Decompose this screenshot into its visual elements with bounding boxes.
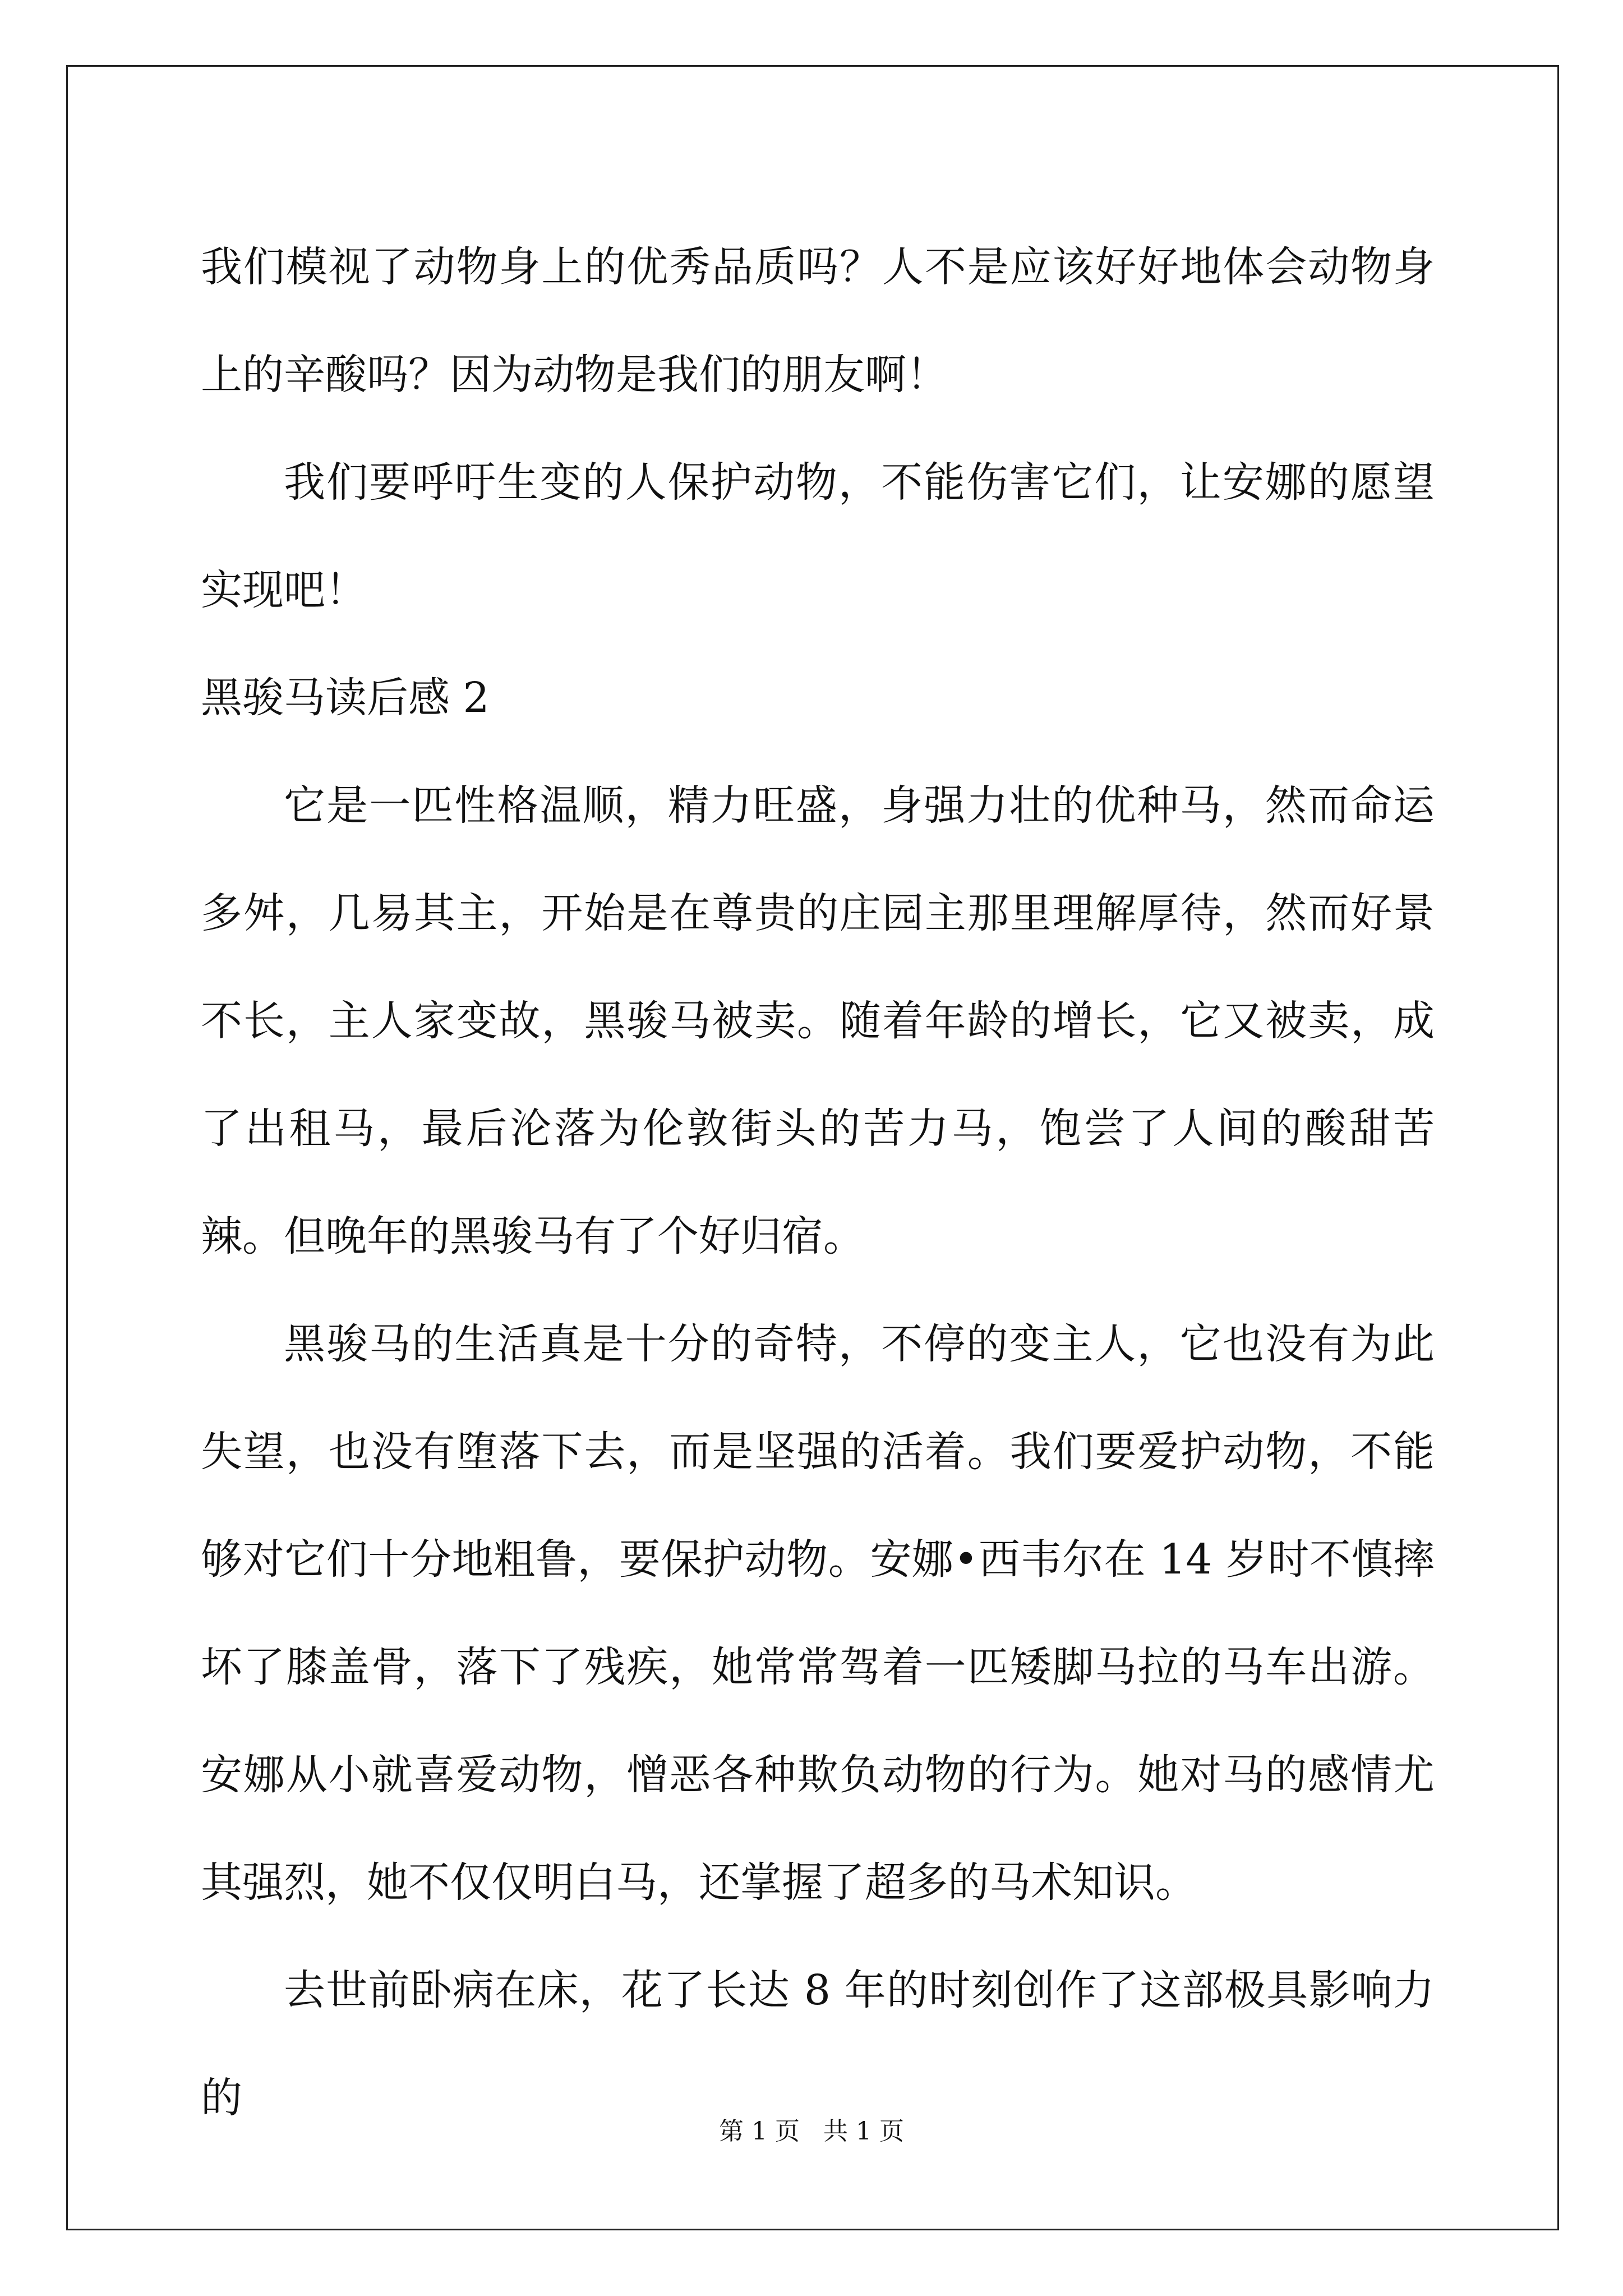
document-body (201, 213, 1435, 2152)
section-paragraph-1: 它是一匹性格温顺，精力旺盛，身强力壮的优种马，然而命运多舛，几易其主，开始是在尊贵的庄园主那里理解厚待，然而好景不长，主人家变故，黑骏马被卖。随着年龄的增长，它又被卖，成了出租马，最后沦落为伦敦街头的苦力马，饱尝了人间的酸甜苦辣。但晚年的黑骏马有了个好归宿。 (201, 781, 1435, 1260)
paragraph-2: 我们要呼吁生变的人保护动物，不能伤害它们，让安娜的愿望实现吧！ (201, 458, 1435, 614)
section-heading: 黑骏马读后感 2 (201, 674, 490, 722)
paragraph-1: 我们模视了动物身上的优秀品质吗？人不是应该好好地体会动物身上的辛酸吗？因为动物是我们的朋友啊！ (201, 243, 1435, 399)
page-total: 共 1 页 (823, 2117, 904, 2146)
section-paragraph-2: 黑骏马的生活真是十分的奇特，不停的变主人，它也没有为此失望，也没有堕落下去，而是坚强的活着。我们要爱护动物，不能够对它们十分地粗鲁，要保护动物。安娜•西韦尔在 14 岁时不慎摔坏了膝盖骨，落下了残疾，她常常驾着一匹矮脚马拉的马车出游。安娜从小就喜爱动物，憎恶各种欺负动物的行为。她对马的感情尤其强烈，她不仅仅明白马，还掌握了超多的马术知识。 (201, 1320, 1435, 1907)
section-paragraph-3: 去世前卧病在床，花了长达 8 年的时刻创作了这部极具影响力的 (201, 1966, 1435, 2122)
page-number: 第 1 页 (719, 2117, 800, 2146)
page-footer (0, 2115, 1623, 2148)
